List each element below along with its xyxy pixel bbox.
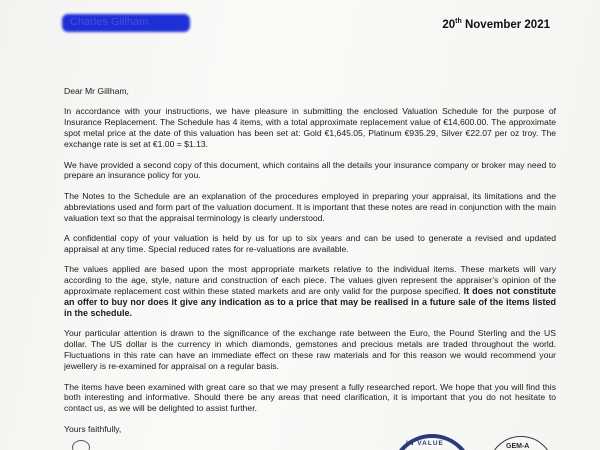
values-text: The values applied are based upon the most appropriate markets relative to the individual items. These markets will vary according to the age, style, nature and construction of each piece. The values given represent the appraiser’s opinion of the approximate replacement cost within these stated markets and are only valid for the purpose specified. <box>64 264 556 297</box>
paragraph-values <box>64 264 556 319</box>
redacted-name-text: Charles Gillham <box>70 16 149 28</box>
closing-signoff: Yours faithfully, <box>64 424 122 434</box>
paragraph-intro: In accordance with your instructions, we have pleasure in submitting the enclosed Valuation Schedule for the purpose of Insurance Replacement. The Schedule has 4 items, with a total approximate replacement value of €14,600.00. The approximate spot metal price at the date of this valuation has been set at: Gold €1,645.05, Platinum €935.29, Silver €22.07 per oz troy. The exchange rate is set at €1.00 = $1.13. <box>64 106 556 150</box>
paragraph-exchange-rate: Your particular attention is drawn to the significance of the exchange rate between the Euro, the Pound Sterling and the US dollar. The US dollar is the currency in which diamonds, gemstones and precious metals are traded throughout the world. Fluctuations in this rate can have an immediate effect on these raw materials and for this reason we would recommend your jewellery is re-examined for appraisal on a regular basis. <box>64 328 556 372</box>
date-day: 20 <box>442 18 456 31</box>
salutation: Dear Mr Gillham, <box>64 86 129 96</box>
date-suffix: th <box>455 18 462 25</box>
bold-statement: It does not constitute an offer to buy nor does it give any indication as to a price that may be realised in a future sale of the items listed in the schedule. <box>64 286 556 318</box>
signature-mark <box>72 440 90 450</box>
paragraph-second-copy: We have provided a second copy of this document, which contains all the details your insurance company or broker may need to prepare an insurance policy for you. <box>64 159 556 181</box>
paragraph-closing-remarks: The items have been examined with great care so that we may present a fully researched report. We hope that you will find this both interesting and informative. Should there be any areas that need clarification, it is important that you do not hesitate to contact us, as we will be delighted to assist further. <box>64 381 556 414</box>
date-month-year: November 2021 <box>461 18 550 31</box>
paragraph-confidential-copy: A confidential copy of your valuation is held by us for up to six years and can be used to generate a revised and updated appraisal at any time. Special reduced rates for re-valuations are available. <box>64 233 556 254</box>
letter-date <box>442 18 550 31</box>
letter-body <box>64 86 556 424</box>
valuers-seal-text: IN VALUE <box>406 440 444 447</box>
paragraph-notes: The Notes to the Schedule are an explanation of the procedures employed in preparing your appraisal, its limitations and the abbreviations used and form part of the valuation document. It is important that these notes are read in conjunction with the main valuation text so that the appraisal terminology is clearly understood. <box>64 190 556 223</box>
gem-a-seal-text: GEM-A <box>506 443 530 450</box>
